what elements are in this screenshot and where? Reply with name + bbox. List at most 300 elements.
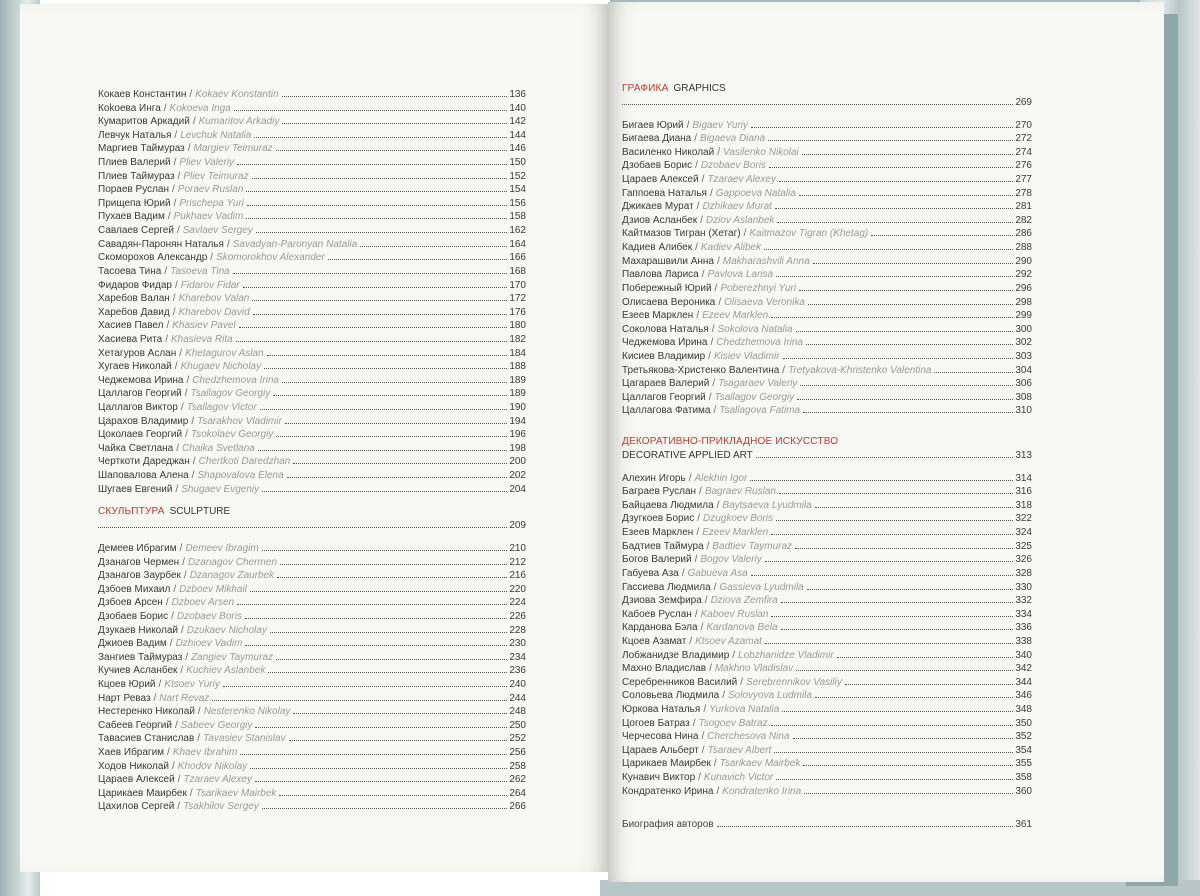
dot-leader: [246, 191, 507, 192]
index-entry: [622, 241, 1032, 255]
entry-separator: /: [696, 310, 700, 322]
entry-name-en: Chertkoti Daredzhan: [198, 456, 291, 468]
entry-separator: /: [158, 678, 162, 690]
entry-name-ru: Плиев Валерий: [98, 157, 171, 169]
dot-leader: [771, 616, 1013, 617]
entry-name-en: Tsallagov Georgiy: [714, 391, 795, 403]
section-title-ru: ГРАФИКА: [622, 83, 669, 94]
entry-separator: /: [713, 758, 717, 770]
entry-separator: /: [185, 651, 189, 663]
entry-page-number: 172: [509, 293, 526, 305]
entry-name-ru: Хасиев Павел: [98, 320, 164, 332]
entry-name-ru: Маргиев Таймураз: [98, 143, 185, 155]
entry-separator: /: [180, 402, 184, 414]
entry-page-number: 336: [1015, 622, 1032, 634]
index-entry: [98, 251, 526, 265]
dot-leader: [289, 740, 508, 741]
index-entry: [622, 553, 1032, 567]
dot-leader: [797, 399, 1013, 400]
entry-page-number: 282: [1015, 214, 1032, 226]
entry-name-en: Tsaraev Albert: [707, 744, 772, 756]
dot-leader: [270, 632, 507, 633]
entry-name-ru: Дзиова Земфира: [622, 595, 702, 607]
dot-leader: [282, 123, 507, 124]
dot-leader: [756, 457, 1014, 458]
entry-name-ru: Савадян-Паронян Наталья: [98, 238, 224, 250]
entry-name-en: Tsallagov Victor: [186, 402, 257, 414]
index-entry: [622, 146, 1032, 160]
dot-leader: [783, 358, 1014, 359]
dot-leader: [233, 273, 508, 274]
entry-name-ru: Шаповалова Алена: [98, 470, 189, 482]
entry-name-en: Kokaev Konstantin: [195, 89, 279, 100]
index-entry: [98, 374, 526, 388]
index-entry: [98, 401, 526, 415]
index-entry: [98, 483, 526, 497]
entry-name-ru: Джикаев Мурат: [622, 201, 694, 213]
entry-name-ru: Дзобаев Борис: [622, 160, 693, 172]
entry-page-number: 176: [509, 306, 526, 318]
entry-name-en: Fidarov Fidar: [180, 279, 240, 291]
entry-name-en: Dzanagov Zaurbek: [189, 570, 275, 582]
entry-name-ru: Габуева Аза: [622, 567, 679, 579]
index-entry: [622, 391, 1032, 405]
dot-leader: [802, 154, 1014, 155]
entry-page-number: 204: [509, 483, 526, 495]
entry-page-number: 270: [1015, 119, 1032, 131]
entry-separator: /: [712, 378, 716, 390]
entry-page-number: 189: [509, 374, 526, 386]
index-entry: [622, 159, 1032, 173]
section-title-ru: ДЕКОРАТИВНО-ПРИКЛАДНОЕ ИСКУССТВО: [622, 436, 839, 448]
index-entry: [98, 183, 526, 197]
entry-name-ru: Олисаева Вероника: [622, 296, 716, 308]
entries-graphics-list: [622, 119, 1032, 418]
biography-label: Биография авторов: [622, 819, 714, 831]
index-entry: [622, 323, 1032, 337]
entry-separator: /: [173, 197, 177, 209]
entry-page-number: 296: [1015, 282, 1032, 294]
entry-name-ru: Хетагуров Аслан: [98, 347, 177, 359]
entry-separator: /: [692, 717, 696, 729]
entry-name-en: Khodov Nikolay: [177, 760, 248, 772]
entry-page-number: 338: [1015, 635, 1032, 647]
entry-name-en: Baytsaeva Lyudmila: [722, 499, 812, 511]
index-entry: [622, 309, 1032, 323]
entry-separator: /: [696, 527, 700, 539]
entry-separator: /: [711, 323, 715, 335]
dot-leader: [247, 205, 507, 206]
entry-name-ru: Цараев Алексей: [622, 174, 699, 186]
entry-separator: /: [700, 622, 704, 634]
index-entry: [98, 333, 526, 347]
dot-leader: [239, 327, 508, 328]
entry-name-en: Sabeev Georgiy: [180, 719, 253, 731]
section-page-number: 269: [1015, 97, 1032, 108]
entry-name-en: Dziova Zemfira: [710, 595, 778, 607]
entry-name-ru: Цаллагов Георгий: [98, 388, 182, 400]
dot-leader: [751, 575, 1014, 576]
entry-name-en: Tzaraev Alexey: [183, 774, 252, 786]
entries-top-list: [98, 88, 526, 496]
entry-page-number: 340: [1015, 649, 1032, 661]
entry-name-ru: Юркова Наталья: [622, 703, 701, 715]
entry-name-ru: Цаллагов Георгий: [622, 391, 706, 403]
entry-page-number: 188: [509, 361, 526, 373]
entry-name-ru: Гассиева Людмила: [622, 581, 711, 593]
entry-name-ru: Шугаев Евгений: [98, 483, 173, 495]
entry-separator: /: [716, 255, 720, 267]
entry-page-number: 230: [509, 638, 526, 650]
entry-name-en: Dzobaev Boris: [176, 610, 242, 622]
index-entry: [98, 88, 526, 102]
entry-page-number: 334: [1015, 608, 1032, 620]
dot-leader: [765, 561, 1014, 562]
entry-name-en: Zangiev Taymuraz: [191, 651, 273, 663]
entry-page-number: 264: [509, 787, 526, 799]
biography-row: [622, 818, 1032, 832]
section-title-en: DECORATIVE APPLIED ART: [622, 450, 753, 462]
dot-leader: [815, 507, 1014, 508]
entry-page-number: 200: [509, 456, 526, 468]
dot-leader: [240, 754, 507, 755]
dot-leader: [293, 463, 507, 464]
entry-separator: /: [197, 733, 201, 745]
entry-name-en: Tsagaraev Valeriy: [718, 378, 798, 390]
entry-name-en: Bigaev Yuriy: [692, 119, 749, 131]
entry-separator: /: [186, 374, 190, 386]
entry-page-number: 194: [509, 415, 526, 427]
dot-leader: [808, 304, 1013, 305]
entry-name-ru: Дзобаев Борис: [98, 610, 169, 622]
entries-sculpture-list: [98, 542, 526, 814]
entry-separator: /: [717, 146, 720, 158]
entry-page-number: 250: [509, 719, 526, 731]
entry-name-ru: Цахилов Сергей: [98, 801, 175, 813]
entry-page-number: 328: [1015, 567, 1032, 579]
entry-name-ru: Богов Валерий: [622, 554, 692, 566]
index-entry: [98, 624, 526, 638]
dot-leader: [98, 527, 507, 528]
dot-leader: [268, 672, 507, 673]
dot-leader: [782, 711, 1013, 712]
entry-name-ru: Цараев Альберт: [622, 744, 699, 756]
entry-separator: /: [172, 760, 175, 772]
entry-page-number: 298: [1015, 296, 1032, 308]
index-entry: [622, 282, 1032, 296]
entry-name-en: Shugaev Evgeniy: [181, 483, 260, 495]
section-page-number: 209: [509, 520, 526, 532]
entry-name-en: Tsakhilov Sergey: [183, 801, 259, 813]
index-entry: [98, 102, 526, 116]
entry-name-ru: Махно Владислав: [622, 663, 707, 675]
entry-name-en: Khetagurov Aslan: [185, 347, 264, 359]
entry-page-number: 234: [509, 651, 526, 663]
dot-leader: [803, 412, 1013, 413]
dot-leader: [260, 409, 508, 410]
entry-page-number: 278: [1015, 187, 1032, 199]
index-entry: [622, 608, 1032, 622]
entry-separator: /: [189, 89, 193, 100]
dot-leader: [765, 643, 1013, 644]
entry-name-ru: Кунавич Виктор: [622, 772, 696, 784]
dot-leader: [255, 781, 507, 782]
entry-separator: /: [175, 483, 179, 495]
entry-separator: /: [694, 608, 698, 620]
entry-name-en: Tasoeva Tina: [170, 265, 230, 277]
entry-name-ru: Алехин Игорь: [622, 472, 686, 484]
entry-name-en: Solovyova Ludmila: [728, 690, 812, 702]
dot-leader: [273, 395, 507, 396]
dot-leader: [293, 713, 507, 714]
dot-leader: [282, 382, 507, 383]
index-entry: [622, 119, 1032, 133]
entry-page-number: 272: [1015, 133, 1032, 145]
dot-leader: [768, 140, 1013, 141]
entry-page-number: 144: [509, 129, 526, 141]
entry-separator: /: [681, 567, 685, 579]
dot-leader: [796, 670, 1013, 671]
entry-name-en: Bogov Valeriy: [700, 554, 762, 566]
dot-leader: [276, 150, 508, 151]
entry-name-ru: Зангиев Таймураз: [98, 651, 183, 663]
entry-name-ru: Кцоев Юрий: [98, 678, 156, 690]
entry-page-number: 240: [509, 678, 526, 690]
dot-leader: [777, 222, 1013, 223]
dot-leader: [250, 768, 507, 769]
index-entry: [622, 689, 1032, 703]
entry-page-number: 324: [1015, 527, 1032, 539]
dot-leader: [837, 657, 1014, 658]
entry-separator: /: [701, 269, 705, 281]
entry-page-number: 168: [509, 265, 526, 277]
entry-separator: /: [174, 129, 178, 141]
entry-separator: /: [174, 279, 178, 291]
index-entry: [98, 279, 526, 293]
index-entry: [98, 292, 526, 306]
entry-separator: /: [179, 347, 183, 359]
dot-leader: [245, 618, 507, 619]
dot-leader: [212, 700, 507, 701]
index-entry: [622, 717, 1032, 731]
index-entry: [98, 651, 526, 665]
left-page-index: [98, 88, 526, 814]
entry-name-en: Pukhaev Vadim: [173, 211, 244, 223]
entry-page-number: 182: [509, 333, 526, 345]
entry-page-number: 286: [1015, 228, 1032, 240]
entry-name-en: Kardanova Bela: [706, 622, 778, 634]
entries-decorative-list: [622, 472, 1032, 799]
dot-leader: [793, 738, 1014, 739]
entry-separator: /: [703, 703, 707, 715]
entry-separator: /: [164, 265, 168, 277]
entry-name-en: Dzukaev Nicholay: [186, 624, 267, 636]
dot-leader: [237, 164, 507, 165]
index-entry: [98, 265, 526, 279]
entry-name-en: Bigaeva Diana: [700, 133, 766, 145]
entry-page-number: 226: [509, 610, 526, 622]
entry-name-en: Khugaev Nicholay: [180, 361, 262, 373]
entry-page-number: 290: [1015, 255, 1032, 267]
dot-leader: [250, 591, 507, 592]
dot-leader: [262, 550, 508, 551]
entry-name-en: Kadiev Alibek: [700, 242, 762, 254]
entry-name-en: Alekhin Igor: [694, 472, 748, 484]
entry-name-en: Olisaeva Veronika: [724, 296, 805, 308]
entry-separator: /: [694, 133, 698, 145]
entry-name-ru: Махарашвили Анна: [622, 255, 714, 267]
entry-name-en: Ezeev Marklen: [702, 527, 769, 539]
index-entry: [98, 428, 526, 442]
entry-name-en: Dzhioev Vadim: [175, 638, 243, 650]
entry-name-en: Tsarakhov Vladimir: [197, 415, 282, 427]
dot-leader: [287, 477, 508, 478]
entry-page-number: 300: [1015, 323, 1032, 335]
entry-name-ru: Цаллагов Виктор: [98, 402, 178, 414]
entry-name-en: Kunavich Victor: [703, 772, 774, 784]
entry-name-en: Demeev Ibragim: [185, 542, 259, 554]
index-entry: [98, 142, 526, 156]
entry-separator: /: [718, 296, 722, 308]
entry-separator: /: [185, 429, 188, 441]
entry-separator: /: [172, 293, 176, 305]
entry-separator: /: [709, 187, 713, 199]
dot-leader: [803, 765, 1013, 766]
entry-name-en: Levchuk Natalia: [180, 129, 252, 141]
entry-name-en: Kharebov David: [178, 306, 250, 318]
section-title-en: SCULPTURE: [169, 506, 231, 518]
entry-page-number: 304: [1015, 364, 1032, 376]
entry-separator: /: [688, 472, 692, 484]
entry-page-number: 354: [1015, 744, 1032, 756]
dot-leader: [276, 436, 507, 437]
entry-name-ru: Пухаев Вадим: [98, 211, 165, 223]
index-entry: [98, 415, 526, 429]
entry-name-en: Gabueva Asa: [687, 567, 748, 579]
entry-separator: /: [176, 225, 180, 237]
entry-name-ru: Василенко Николай: [622, 146, 715, 158]
index-entry: [622, 649, 1032, 663]
entry-separator: /: [165, 597, 169, 609]
entry-name-ru: Дзбоев Арсен: [98, 597, 163, 609]
dot-leader: [750, 480, 1013, 481]
dot-leader: [264, 368, 507, 369]
section-page-row: [98, 519, 526, 533]
index-entry: [622, 255, 1032, 269]
index-entry: [98, 238, 526, 252]
entry-separator: /: [716, 499, 720, 511]
entry-name-en: Skomorokhov Alexander: [216, 252, 325, 264]
entry-page-number: 288: [1015, 242, 1032, 254]
entry-name-en: Tzaraev Alexey: [707, 174, 776, 186]
entry-separator: /: [709, 663, 712, 675]
entry-name-ru: Нестеренко Николай: [98, 706, 195, 718]
index-entry: [622, 676, 1032, 690]
entry-name-en: Makhno Vladislav: [714, 663, 794, 675]
index-entry: [98, 773, 526, 787]
entry-name-ru: Сабеев Георгий: [98, 719, 172, 731]
index-entry: [622, 173, 1032, 187]
entry-separator: /: [184, 388, 188, 400]
section-heading-decorative: [622, 435, 1032, 449]
entry-name-en: Shapovalova Elena: [197, 470, 284, 482]
entry-name-ru: Черчесова Нина: [622, 731, 699, 743]
entry-name-ru: Дзанагов Заурбек: [98, 570, 181, 582]
entry-name-en: Tsogoev Batraz: [698, 717, 768, 729]
section-title-ru: СКУЛЬПТУРА: [98, 506, 165, 518]
entry-name-en: Poraev Ruslan: [177, 184, 244, 196]
index-entry: [98, 542, 526, 556]
dot-leader: [845, 684, 1013, 685]
index-entry: [98, 787, 526, 801]
dot-leader: [717, 826, 1014, 827]
index-entry: [98, 115, 526, 129]
entry-name-en: Kharebov Valan: [178, 293, 250, 305]
entry-name-ru: Серебренников Василий: [622, 676, 738, 688]
dot-leader: [799, 195, 1014, 196]
entry-separator: /: [176, 442, 180, 454]
index-entry: [98, 732, 526, 746]
entry-separator: /: [698, 772, 701, 784]
entry-name-en: Makharashvili Anna: [722, 255, 810, 267]
entry-name-ru: Бигаев Юрий: [622, 119, 684, 131]
entry-page-number: 216: [509, 570, 526, 582]
index-entry: [98, 129, 526, 143]
entry-page-number: 276: [1015, 160, 1032, 172]
dot-leader: [779, 493, 1013, 494]
index-entry: [98, 692, 526, 706]
entry-separator: /: [166, 320, 170, 332]
index-entry: [98, 719, 526, 733]
entry-separator: /: [174, 361, 178, 373]
dot-leader: [256, 232, 508, 233]
entry-separator: /: [701, 731, 705, 743]
entry-separator: /: [732, 649, 736, 661]
index-entry: [98, 360, 526, 374]
entry-name-en: Kondratenko Irina: [722, 785, 802, 797]
dot-leader: [245, 645, 507, 646]
entry-page-number: 210: [509, 542, 526, 554]
entry-separator: /: [165, 333, 168, 345]
entry-name-en: Nesterenko Nikolay: [203, 706, 291, 718]
dot-leader: [262, 808, 507, 809]
entry-name-ru: Хасиева Рита: [98, 333, 163, 345]
entry-separator: /: [177, 801, 181, 813]
entry-name-ru: Цогоев Батраз: [622, 717, 690, 729]
dot-leader: [234, 110, 508, 111]
entry-name-ru: Цоколаев Георгий: [98, 429, 183, 441]
index-entry: [98, 569, 526, 583]
dot-leader: [800, 385, 1013, 386]
entry-separator: /: [226, 238, 230, 250]
section-page-row: [622, 96, 1032, 110]
entry-name-en: Poberezhnyi Yuri: [720, 282, 796, 294]
entry-name-en: Gassieva Lyudmila: [719, 581, 804, 593]
entry-name-en: Dzboev Arsen: [171, 597, 235, 609]
entry-page-number: 316: [1015, 486, 1032, 498]
entry-name-ru: Цараев Алексей: [98, 774, 175, 786]
entry-name-ru: Бигаева Диана: [622, 133, 692, 145]
entry-name-ru: Коkoева Инга: [98, 102, 161, 114]
entry-page-number: 352: [1015, 731, 1032, 743]
entry-page-number: 308: [1015, 391, 1032, 403]
entry-page-number: 350: [1015, 717, 1032, 729]
entry-name-ru: Дзиов Асланбек: [622, 214, 698, 226]
entry-name-en: Serebrennikov Vasiliy: [746, 676, 842, 688]
dot-leader: [360, 246, 507, 247]
entry-name-en: Kokoeva Inga: [169, 102, 231, 114]
entry-separator: /: [700, 214, 703, 226]
